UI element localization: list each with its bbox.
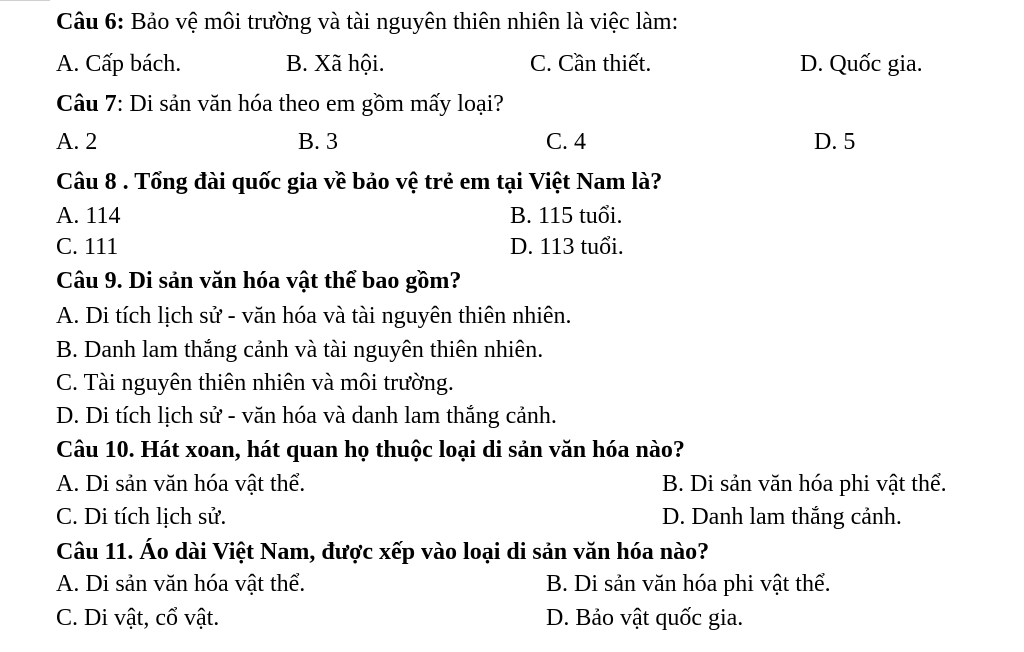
question-9-option-d: D. Di tích lịch sử - văn hóa và danh lam thắng cảnh. [56,403,557,429]
question-6 [56,8,678,36]
question-7-text: : Di sản văn hóa theo em gồm mấy loại? [116,91,504,117]
question-6-text: Bảo vệ môi trường và tài nguyên thiên nhiên là việc làm: [124,9,679,35]
question-9-option-c: C. Tài nguyên thiên nhiên và môi trường. [56,370,454,396]
question-7-option-c: C. 4 [546,129,587,155]
question-8-option-b: B. 115 tuổi. [510,203,623,229]
question-8-option-c: C. 111 [56,234,119,260]
question-10-option-d: D. Danh lam thắng cảnh. [662,504,902,530]
question-11-option-a: A. Di sản văn hóa vật thể. [56,571,306,597]
question-8-option-d: D. 113 tuổi. [510,234,624,260]
question-10-option-c: C. Di tích lịch sử. [56,504,227,530]
question-7-label: Câu 7 [56,91,117,117]
question-6-option-c: C. Cần thiết. [530,51,652,77]
question-8: Câu 8 . Tổng đài quốc gia về bảo vệ trẻ em tại Việt Nam là? [56,169,663,195]
question-10-option-b: B. Di sản văn hóa phi vật thể. [662,471,947,497]
question-7 [56,90,504,118]
page-edge-line [0,0,50,1]
question-6-option-a: A. Cấp bách. [56,51,182,77]
question-10-option-a: A. Di sản văn hóa vật thể. [56,471,306,497]
question-7-option-a: A. 2 [56,129,98,155]
question-6-option-b: B. Xã hội. [286,51,385,77]
question-6-option-d: D. Quốc gia. [800,51,923,77]
question-7-option-b: B. 3 [298,129,339,155]
question-9-option-b: B. Danh lam thắng cảnh và tài nguyên thiên nhiên. [56,337,544,363]
question-10: Câu 10. Hát xoan, hát quan họ thuộc loại di sản văn hóa nào? [56,437,685,463]
question-11-option-c: C. Di vật, cổ vật. [56,605,220,631]
question-11: Câu 11. Áo dài Việt Nam, được xếp vào loại di sản văn hóa nào? [56,539,710,565]
question-8-option-a: A. 114 [56,203,121,229]
question-7-option-d: D. 5 [814,129,856,155]
question-9-option-a: A. Di tích lịch sử - văn hóa và tài nguyên thiên nhiên. [56,303,572,329]
question-9: Câu 9. Di sản văn hóa vật thể bao gồm? [56,268,462,294]
question-6-label: Câu 6: [56,9,125,35]
question-11-option-d: D. Bảo vật quốc gia. [546,605,744,631]
question-11-option-b: B. Di sản văn hóa phi vật thể. [546,571,831,597]
